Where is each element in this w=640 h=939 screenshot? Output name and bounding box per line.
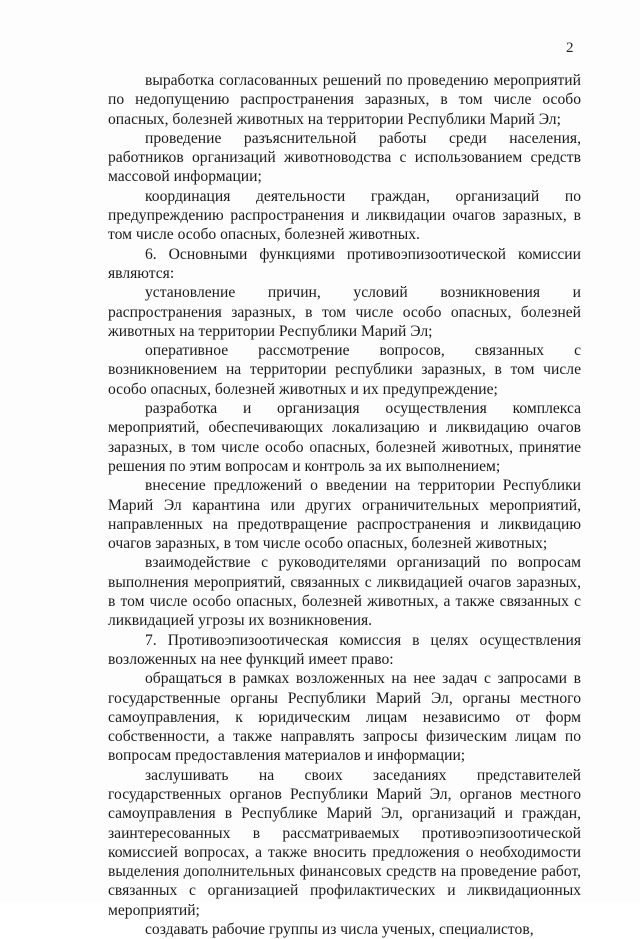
paragraph: выработка согласованных решений по проведению мероприятий по недопущению распространения заразных, в том числе особо опасных, болезней животных на территории Республики Марий Эл;: [108, 72, 581, 128]
paragraph: взаимодействие с руководителями организаций по вопросам выполнения мероприятий, связанных с ликвидацией очагов заразных, в том числе особо опасных, болезней животных, а также связанных с ликвидацией угрозы их возникновения.: [108, 554, 581, 630]
section-heading-7: 7. Противоэпизоотическая комиссия в целях осуществления возложенных на нее функций имеет право:: [108, 631, 581, 668]
paragraph: установление причин, условий возникновения и распространения заразных, в том числе особо опасных, болезней животных на территории Республики Марий Эл;: [108, 284, 581, 340]
paragraph: проведение разъяснительной работы среди населения, работников организаций животноводства с использованием средств массовой информации;: [108, 129, 581, 186]
document-body: [108, 71, 581, 939]
page-number: 2: [566, 40, 574, 56]
paragraph: обращаться в рамках возложенных на нее задач с запросами в государственные органы Республики Марий Эл, органы местного самоуправления, к юридическим лицам независимо от форм собственности, а также направлять запросы физическим лицам по вопросам предоставления материалов и информации;: [108, 670, 581, 765]
paragraph: создавать рабочие группы из числа ученых, специалистов,: [145, 921, 534, 939]
paragraph: координация деятельности граждан, организаций по предупреждению распространения и ликвидации очагов заразных, в том числе особо опасных, болезней животных.: [108, 187, 581, 244]
paragraph: оперативное рассмотрение вопросов, связанных с возникновением на территории республики заразных, в том числе особо опасных, болезней животных и их предупреждение;: [108, 342, 581, 398]
paragraph: заслушивать на своих заседаниях представителей государственных органов Республики Марий Эл, органов местного самоуправления в Республике Марий Эл, организаций и граждан, заинтересованных в рассматриваемых противоэпизоотической комиссией вопросах, а также вносить предложения о необходимости выделения дополнительных финансовых средств на проведение работ, связанных с организацией профилактических и ликвидационных мероприятий;: [108, 766, 581, 919]
paragraph: разработка и организация осуществления комплекса мероприятий, обеспечивающих локализацию и ликвидацию очагов заразных, в том числе особо опасных, болезней животных, принятие решения по этим вопросам и контроль за их выполнением;: [108, 400, 581, 475]
section-heading-6: 6. Основными функциями противоэпизоотической комиссии являются:: [108, 245, 581, 282]
paragraph: внесение предложений о введении на территории Республики Марий Эл карантина или других ограничительных мероприятий, направленных на предотвращение распространения и ликвидацию очагов заразных, в том числе особо опасных, болезней животных;: [108, 477, 581, 553]
